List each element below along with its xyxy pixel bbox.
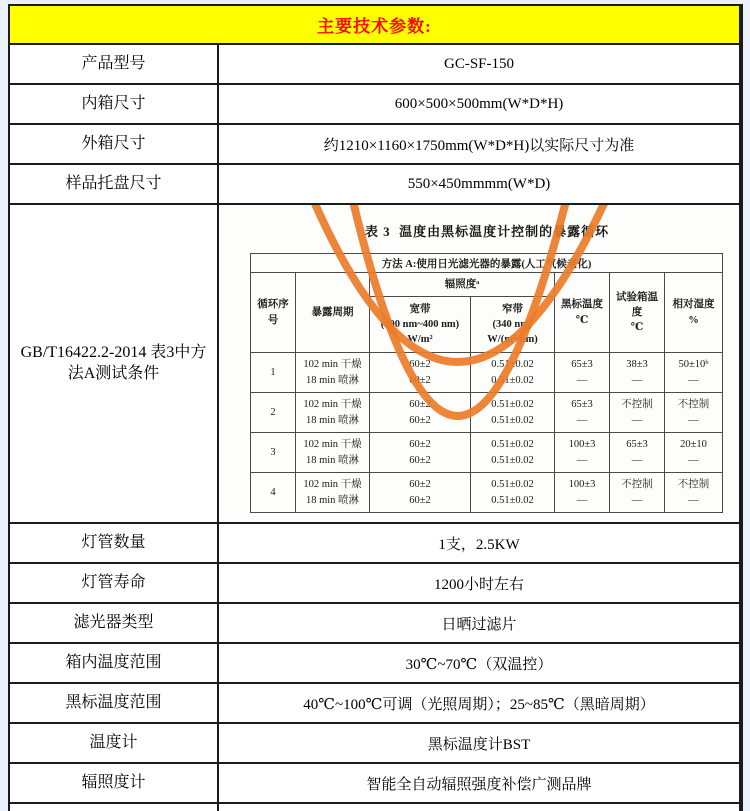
scan-cell-bst bbox=[555, 353, 610, 393]
scan-header-narrowband-name: 窄带 bbox=[502, 303, 523, 315]
scan-line: 102 min 干燥 bbox=[303, 478, 362, 490]
row-value: 黑标温度计BST bbox=[427, 736, 531, 753]
scan-header-rh bbox=[665, 273, 723, 353]
scan-header-chamber-name: 试验箱温度 bbox=[616, 291, 658, 318]
scan-cell-cycle: 2 bbox=[251, 393, 296, 433]
table-row bbox=[10, 644, 739, 684]
scan-cell-period bbox=[296, 433, 370, 473]
scan-cell-period bbox=[296, 473, 370, 513]
row-value: 600×500×500mm(W*D*H) bbox=[394, 95, 564, 112]
scan-line: 100±3 bbox=[568, 478, 596, 490]
scan-line: 60±2 bbox=[409, 398, 431, 410]
table-row bbox=[10, 85, 739, 125]
scan-header-period: 暴露周期 bbox=[296, 273, 370, 353]
scan-data-row bbox=[251, 353, 723, 393]
scan-line: 60±2 bbox=[409, 414, 431, 426]
table-row bbox=[10, 564, 739, 604]
scan-cell-narrow bbox=[471, 473, 555, 513]
scan-line: — bbox=[688, 454, 699, 466]
scan-cell-narrow bbox=[471, 393, 555, 433]
scan-line: — bbox=[631, 414, 643, 426]
scan-cell-cycle: 3 bbox=[251, 433, 296, 473]
scan-cell-rh bbox=[665, 473, 723, 513]
scan-line: 65±3 bbox=[571, 358, 593, 370]
scan-cell-broad bbox=[370, 433, 471, 473]
scan-line: 18 min 喷淋 bbox=[305, 494, 360, 506]
table-row-gbt-conditions bbox=[10, 205, 739, 524]
scan-header-broadband-name: 宽带 bbox=[409, 303, 431, 315]
scan-cell-narrow bbox=[471, 433, 555, 473]
scan-cell-cycle: 4 bbox=[251, 473, 296, 513]
scan-line: 100±3 bbox=[568, 438, 596, 450]
scan-method-row bbox=[251, 254, 723, 273]
row-label: 灯管寿命 bbox=[10, 564, 219, 602]
scan-line: — bbox=[688, 414, 699, 426]
scan-line: 102 min 干燥 bbox=[303, 398, 362, 410]
scan-line: 0.51±0.02 bbox=[491, 414, 534, 426]
scan-line: 38±3 bbox=[626, 358, 648, 370]
scan-line: — bbox=[688, 494, 699, 506]
scan-header-bst-unit: ℃ bbox=[575, 314, 589, 326]
scan-header-broadband bbox=[370, 297, 471, 353]
scan-header-chamber-unit: ℃ bbox=[630, 322, 644, 334]
scan-line: — bbox=[576, 374, 588, 386]
scan-cell-chamber bbox=[610, 353, 665, 393]
scan-line: 60±2 bbox=[409, 374, 431, 386]
row-label: 滤光器类型 bbox=[10, 604, 219, 642]
table-row bbox=[10, 724, 739, 764]
scan-cell-rh bbox=[665, 393, 723, 433]
scan-data-row bbox=[251, 433, 723, 473]
table-row bbox=[10, 165, 739, 205]
scan-line: — bbox=[631, 494, 643, 506]
scan-method-cell: 方法 A:使用日光滤光器的暴露(人工气候老化) bbox=[251, 254, 723, 273]
row-value: 550×450mmmm(W*D) bbox=[407, 175, 551, 192]
scan-line: — bbox=[631, 454, 643, 466]
scan-cell-cycle: 1 bbox=[251, 353, 296, 393]
scan-header-broadband-range: (300 nm~400 nm) bbox=[380, 318, 460, 330]
table-row bbox=[10, 45, 739, 85]
row-value: 约1210×1160×1750mm(W*D*H)以实际尺寸为准 bbox=[323, 137, 635, 154]
scan-line: 50±10ᵇ bbox=[678, 358, 709, 370]
scan-line: 不控制 bbox=[677, 478, 710, 490]
row-value: 1支，2.5KW bbox=[438, 536, 520, 553]
scan-cell-broad bbox=[370, 393, 471, 433]
scan-line: 65±3 bbox=[626, 438, 648, 450]
scan-line: 60±2 bbox=[409, 478, 431, 490]
scan-line: 60±2 bbox=[409, 438, 431, 450]
scan-header-rh-name: 相对湿度 bbox=[672, 299, 715, 311]
row-label: 内箱尺寸 bbox=[10, 85, 219, 123]
scan-line: 0.51±0.02 bbox=[491, 398, 534, 410]
scan-line: 不控制 bbox=[621, 398, 653, 410]
row-value: 日晒过滤片 bbox=[441, 616, 517, 633]
scan-header-bst-name: 黑标温度 bbox=[561, 299, 603, 311]
table-row bbox=[10, 604, 739, 644]
scan-cell-narrow bbox=[471, 353, 555, 393]
scan-header-cycle: 循环序号 bbox=[251, 273, 296, 353]
scan-header-bst bbox=[555, 273, 610, 353]
row-value: 40℃~100℃可调（光照周期）；25~85℃（黑暗周期） bbox=[303, 696, 655, 713]
scan-line: 0.51±0.02 bbox=[491, 438, 534, 450]
scan-line: 102 min 干燥 bbox=[303, 438, 362, 450]
row-label: 灯管数量 bbox=[10, 524, 219, 562]
scan-cell-rh bbox=[665, 433, 723, 473]
table-row-clipped bbox=[10, 804, 739, 811]
scan-table bbox=[250, 253, 723, 513]
scan-header-row bbox=[251, 273, 723, 297]
scan-line: 18 min 喷淋 bbox=[305, 454, 360, 466]
scan-line: 0.51±0.02 bbox=[491, 374, 534, 386]
scan-line: 不控制 bbox=[677, 398, 710, 410]
scan-cell-period bbox=[296, 393, 370, 433]
scan-line: 60±2 bbox=[409, 494, 431, 506]
scan-line: — bbox=[688, 374, 699, 386]
scan-cell-broad bbox=[370, 473, 471, 513]
embedded-scan-cell bbox=[219, 205, 739, 522]
scan-header-rh-unit: % bbox=[688, 314, 699, 326]
scan-header-irradiance: 辐照度ᵃ bbox=[370, 273, 555, 297]
row-label: 外箱尺寸 bbox=[10, 125, 219, 163]
scan-line: 0.51±0.02 bbox=[491, 358, 534, 370]
scan-cell-bst bbox=[555, 473, 610, 513]
row-value: 智能全自动辐照强度补偿广测品牌 bbox=[366, 776, 592, 793]
table-row bbox=[10, 524, 739, 564]
scan-cell-chamber bbox=[610, 393, 665, 433]
scan-line: — bbox=[631, 374, 643, 386]
table-row bbox=[10, 125, 739, 165]
scan-cell-rh bbox=[665, 353, 723, 393]
row-label: 黑标温度范围 bbox=[10, 684, 219, 722]
row-label: GB/T16422.2-2014 表3中方法A测试条件 bbox=[10, 205, 219, 522]
row-label: 温度计 bbox=[10, 724, 219, 762]
scan-header-chamber bbox=[610, 273, 665, 353]
scan-cell-bst bbox=[555, 433, 610, 473]
scan-cell-period bbox=[296, 353, 370, 393]
embedded-scan bbox=[250, 211, 724, 513]
scan-cell-chamber bbox=[610, 433, 665, 473]
scan-cell-chamber bbox=[610, 473, 665, 513]
scan-line: 18 min 喷淋 bbox=[305, 374, 360, 386]
scan-line: 102 min 干燥 bbox=[303, 358, 362, 370]
row-value bbox=[219, 804, 739, 811]
scan-table-title: 表 3 温度由黑标温度计控制的暴露循环 bbox=[364, 224, 610, 239]
scan-line: 65±3 bbox=[571, 398, 593, 410]
row-label: 产品型号 bbox=[10, 45, 219, 83]
scan-line: 0.51±0.02 bbox=[491, 494, 534, 506]
row-value: GC-SF-150 bbox=[443, 55, 514, 72]
scan-line: 0.51±0.02 bbox=[491, 454, 534, 466]
scan-line: 18 min 喷淋 bbox=[305, 414, 360, 426]
row-label: 样品托盘尺寸 bbox=[10, 165, 219, 203]
scan-line: 60±2 bbox=[409, 358, 431, 370]
spec-table bbox=[8, 4, 743, 811]
row-value: 30℃~70℃（双温控） bbox=[405, 656, 553, 673]
page-title: 主要技术参数: bbox=[317, 17, 432, 36]
scan-header-narrowband-range: (340 nm) bbox=[492, 318, 533, 330]
scan-line: — bbox=[576, 454, 588, 466]
scan-header-narrowband-unit: W/(m²·nm) bbox=[487, 334, 538, 346]
scan-line: 不控制 bbox=[621, 478, 653, 490]
scan-cell-broad bbox=[370, 353, 471, 393]
scan-line: 0.51±0.02 bbox=[491, 478, 534, 490]
table-row bbox=[10, 764, 739, 804]
table-row bbox=[10, 684, 739, 724]
scan-line: — bbox=[576, 414, 588, 426]
scan-cell-bst bbox=[555, 393, 610, 433]
scan-data-row bbox=[251, 473, 723, 513]
scan-header-narrowband bbox=[471, 297, 555, 353]
scan-data-row bbox=[251, 393, 723, 433]
scan-line: — bbox=[576, 494, 588, 506]
row-value: 1200小时左右 bbox=[433, 576, 524, 593]
row-label: 箱内温度范围 bbox=[10, 644, 219, 682]
page-title-bar bbox=[10, 6, 739, 45]
row-label bbox=[10, 804, 219, 811]
scan-header-broadband-unit: W/m² bbox=[407, 334, 433, 346]
scan-line: 60±2 bbox=[409, 454, 431, 466]
row-label: 辐照度计 bbox=[10, 764, 219, 802]
scan-line: 20±10 bbox=[680, 438, 707, 450]
